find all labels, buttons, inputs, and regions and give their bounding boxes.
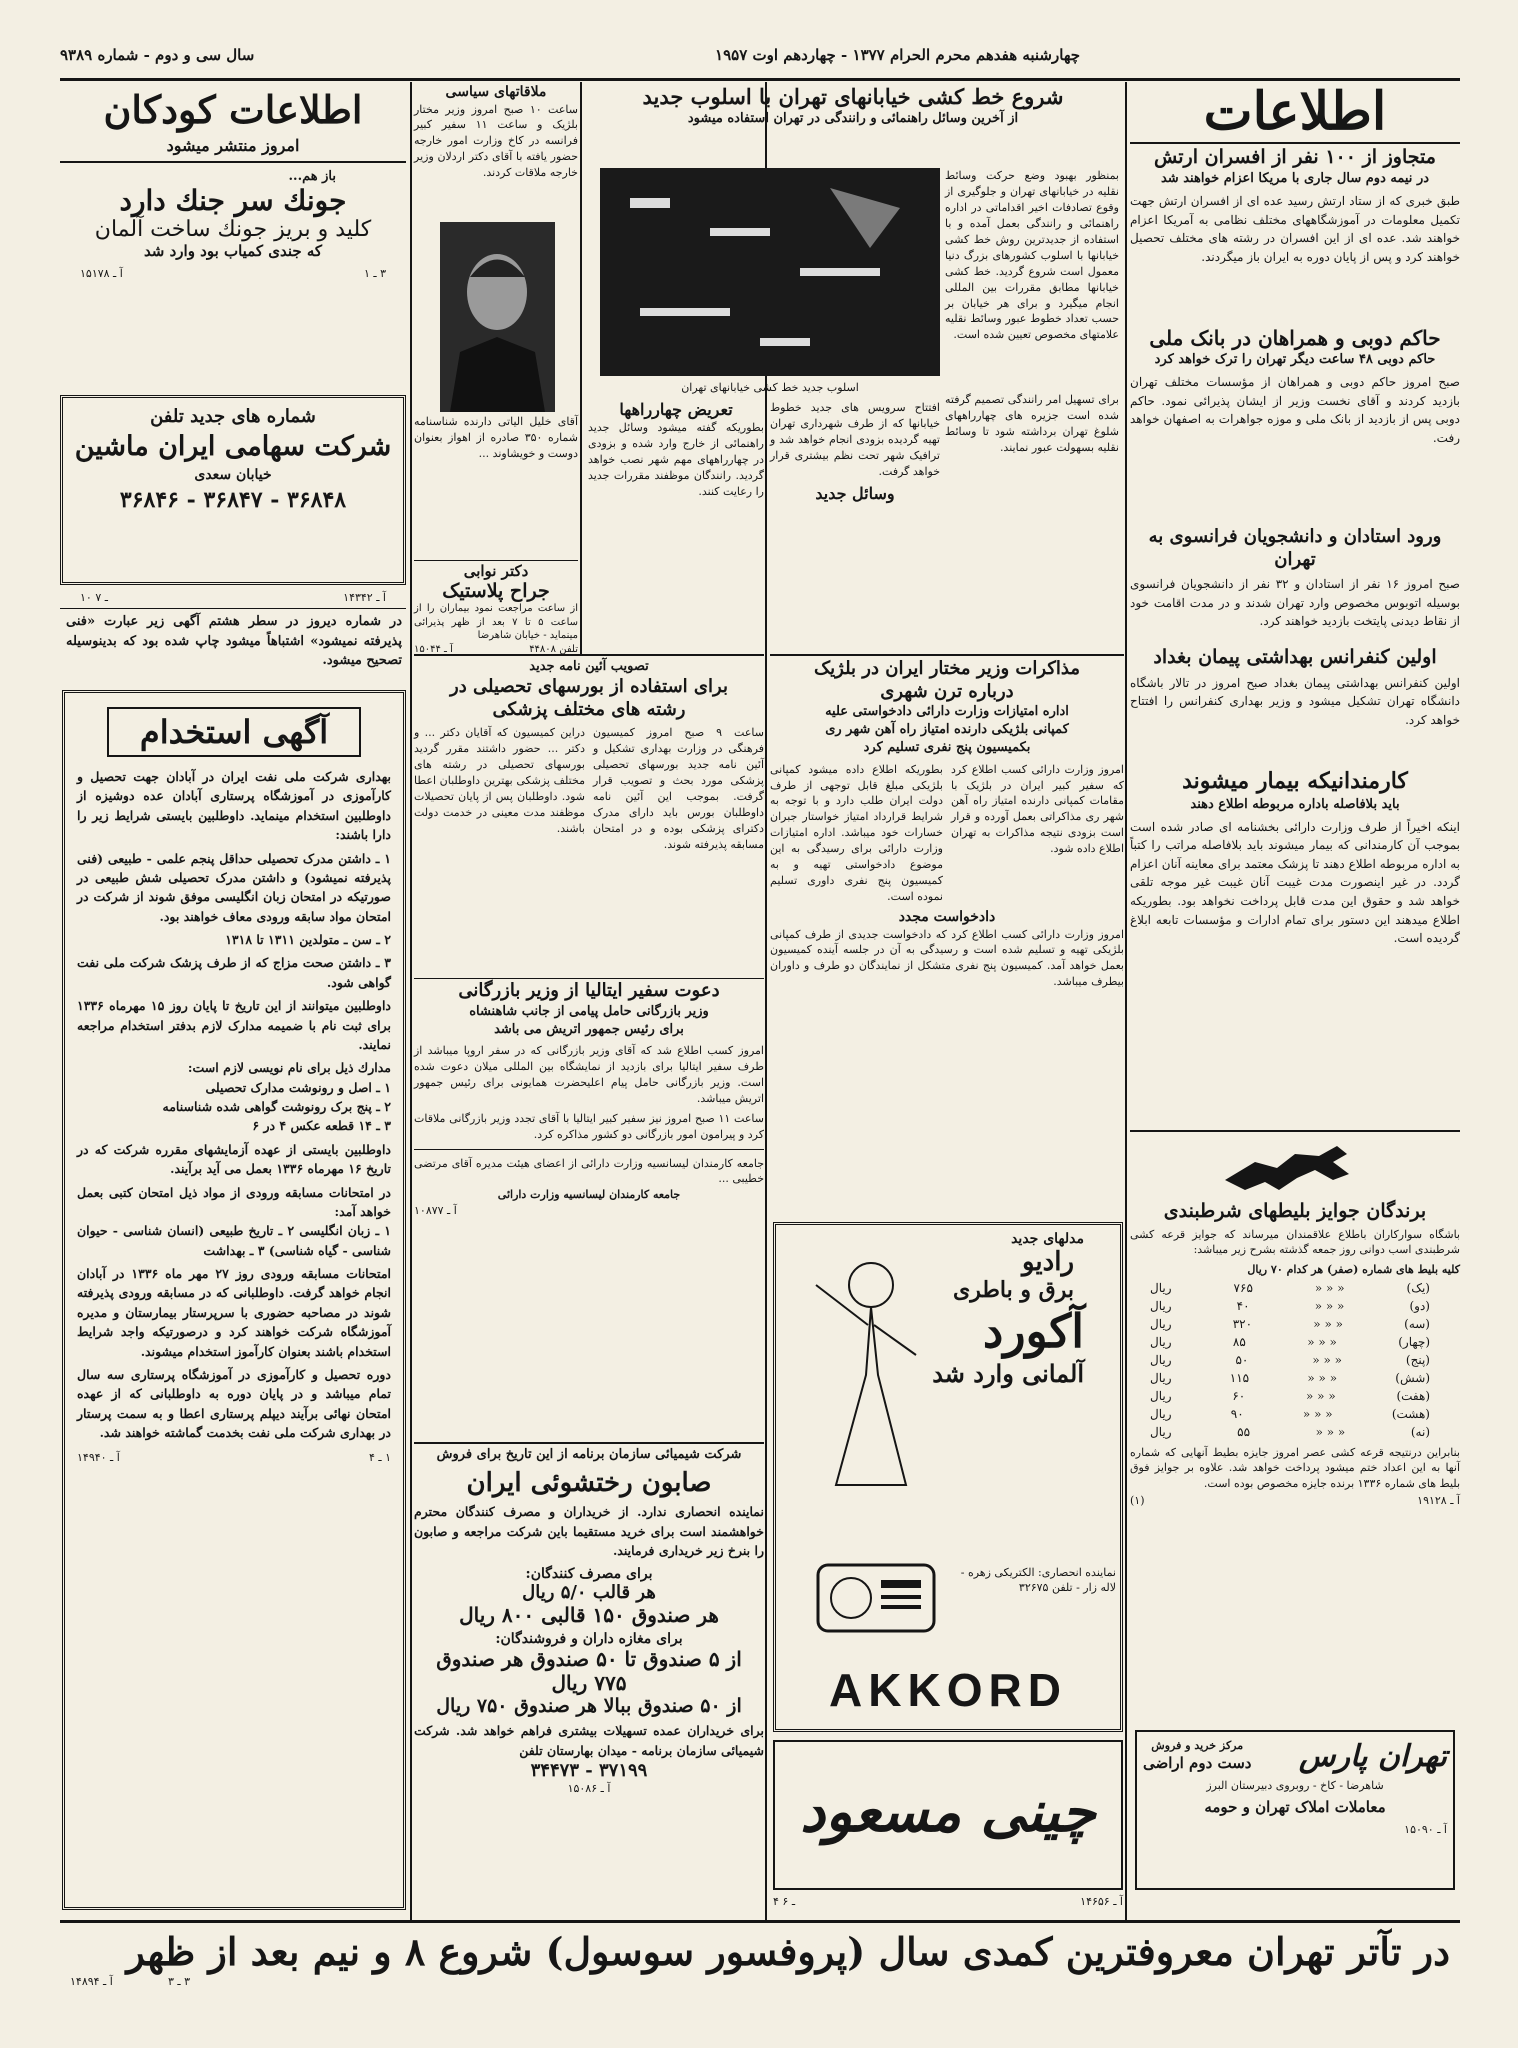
machine-code-r: آ ـ ۱۴۳۴۲ [343,591,386,604]
prize-value: ۵۰ [1235,1352,1249,1367]
prize-dots: « « « [1313,1316,1343,1331]
prize-value: ۴۰ [1236,1298,1250,1313]
belgium-sub3: بکمیسیون پنج نفری تسلیم کرد [863,740,1031,756]
employment-title: آگهی استخدام [107,707,361,757]
employment-p12: ۱ ـ زبان انگلیسی ۲ ـ تاریخ طبیعی (انسان شناسی - حیوان شناسی - گیاه شناسی) ۳ ـ بهداشت [77,1223,391,1258]
prize-unit: ریال [1150,1280,1172,1295]
footer-code-r: آ ـ ۱۴۸۹۴ [70,1975,113,1988]
tehranpars-l3: شاهرضا - کاخ - روبروی دبیرستان البرز [1206,1779,1384,1793]
belgium-sub1: اداره امتیازات وزارت دارائی دادخواستی علیه [825,704,1069,719]
story-officers-sub: در نیمه دوم سال جاری با مریکا اعزام خواهند شد [1160,170,1430,186]
soap-h1: برای مصرف کنندگان: [525,1566,653,1583]
kids-title: اطلاعات کودکان [103,87,363,132]
footer-code-l: ۳ ـ ۳ [167,1975,190,1988]
year-issue: سال سی و دوم - شماره ۹۳۸۹ [60,46,255,64]
ad-kids-magazine [60,84,406,384]
belgium-title2: درباره ترن شهری [880,680,1014,702]
lining-col-a [945,392,1119,650]
soap-h2: برای مغازه داران و فروشندگان: [495,1631,683,1648]
employment-p7: ۱ ـ اصل و رونوشت مدارک تحصیلی [205,1079,391,1095]
prize-value: ۱۱۵ [1229,1370,1250,1385]
machine-phones: ۳۶۸۴۸ - ۳۶۸۴۷ - ۳۶۸۴۶ [119,487,347,513]
ad-dr-navabi [414,562,579,655]
navabi-phone: تلفن ۴۴۸۰۸ [529,643,578,655]
prize-value: ۷۶۵ [1233,1280,1253,1295]
story-dubai-sub: حاکم دوبی ۴۸ ساعت دیگر تهران را ترک خواهد کرد [1154,352,1436,367]
story-racing-prizes [1130,1200,1460,1700]
story-sick-sub: باید بلافاصله باداره مربوطه اطلاع دهند [1190,796,1400,812]
employment-p4: ۳ ـ داشتن صحت مزاج که از طرف پزشک شرکت ملی نفت گواهی شود. [77,955,391,990]
akkord-top: مدلهای جدید [1011,1231,1084,1247]
horse-racing-icon [1215,1140,1375,1196]
story-officers [1130,146,1460,326]
navabi-body: از ساعت مراجعت نمود بیماران را از ساعت ۵ تا ۷ بعد از ظهر پذیرائی مینماید - خیابان شاهرضا [414,603,579,641]
machine-code-l: ۱۰ ـ ۷ [80,591,108,604]
story-french [1130,526,1460,646]
soap-p2: هر صندوق ۱۵۰ قالبی ۸۰۰ ریال [459,1603,719,1628]
masthead [1130,82,1460,142]
kids-line2: جونك سر جنك دارد [119,184,347,217]
prize-row [1150,1351,1430,1369]
kids-sub: امروز منتشر میشود [166,136,300,155]
akkord-brand-en: AKKORD [829,1664,1067,1716]
prize-value: ۹۰ [1230,1406,1244,1421]
lining-sub: از آخرین وسائل راهنمائی و رانندگی در تهران استفاده میشود [687,111,1019,127]
italy-sub2: برای رئیس جمهور اتریش می باشد [494,1021,684,1037]
bourse-body-l: دراین کمیسیون که آقایان دکتر ... و دکتر ... حضور داشتند مقرر گردید بورسهای تحصیلی در رشته های مختلف پزشکی بهترین داوطلبان اعطا شود. داوطلبان پس از پایان تحصیلات موظفند مدت معینی در خدمت دولت باشند. [414,726,585,835]
prize-row [1150,1297,1430,1315]
employment-ad [62,690,406,1910]
employment-p6: مدارك ذیل برای نام نویسی لازم است: [187,1060,391,1076]
bourse-title1: تصویب آئین نامه جدید [529,659,649,674]
story-sick-body: اینکه اخیراً از طرف وزارت دارائی بخشنامه ای صادر شده است بموجب آن کارمندانی که بیمار میشوند باید بلافاصله مراتب را کتباً به اداره مربوطه اطلاع دهند تا پزشک معتمد برای معاینه آنان اعزام گردد. در غیر اینصورت مدت غیبت آنان غیبت غیر موجه تلقی خواهد شد و حقوق این مدت قابل پرداخت نخواهد بود. بطوریکه اطلاع میدهند این دستور برای تمام ادارات و مؤسسات تابعه ابلاغ گردیده است. [1130,819,1460,946]
prize-value: ۳۲۰ [1232,1316,1253,1331]
tehranpars-l4: معاملات املاک تهران و حومه [1204,1797,1386,1816]
prize-row [1150,1405,1430,1423]
footer-banner [60,1924,1460,2002]
bourse-title3: رشته های مختلف پزشکی [492,698,686,720]
masood-codes [773,1894,1123,1909]
ad-masood-china [773,1740,1123,1890]
lining-body-left: بطوریکه گفته میشود وسائل جدید راهنمائی از خارج وارد شده و بزودی در چهارراههای مهم شهر نصب خواهد گردید. رانندگان موظفند مقررات جدید را رعایت کنند. [588,421,764,498]
tehranpars-code: آ ـ ۱۵۰۹۰ [1404,1822,1447,1836]
employment-p14: دوره تحصیل و کارآموزی در آموزشگاه پرستاری سه سال تمام میباشد و در پایان دوره به داوطلبانی که از عهده امتحان نهائی برآیند دیپلم پرستاری اعطا و به سمت پرستار در بهداری شرکت ملی نفت بخدمت گماشته خواهند شد. [77,1366,391,1440]
prize-dots: « « « [1307,1370,1338,1385]
story-baghdad [1130,646,1460,766]
ad-iran-machine [60,395,406,585]
italy-sub1: وزیر بازرگانی حامل پیامی از جانب شاهنشاه [469,1003,709,1019]
political-title: ملاقاتهای سیاسی [445,84,547,100]
prize-dots: « « « [1314,1298,1345,1313]
story-belgium [770,658,1124,1218]
prize-number: (نه) [1410,1424,1430,1439]
racing-code: آ ـ ۱۹۱۲۸ [1417,1494,1460,1508]
kids-code-l: ۳ ـ ۱ [363,267,386,280]
racing-tag: (۱) [1130,1494,1145,1508]
prize-number: (سه) [1404,1316,1430,1331]
italy-title1: دعوت سفیر ایتالیا از وزیر بازرگانی [458,980,720,1001]
soap-code: آ ـ ۱۵۰۸۶ [567,1782,611,1796]
navabi-title: دکتر نوابی [463,562,529,580]
employment-p13: امتحانات مسابقه ورودی روز ۲۷ مهر ماه ۱۳۳۶ در آبادان انجام خواهد گرفت. داوطلبانی که در مسابقه ورودی پذیرفته شوند در مصاحبه حضوری با سرپرستار بیمارستان و مدیره آموزشگاه شرکت خواهند کرد و درصورتیکه واجد شرایط استخدام باشند بعنوان کارآموز استخدام میشوند. [77,1266,391,1359]
employment-p11: در امتحانات مسابقه ورودی از مواد ذیل امتحان کتبی بعمل خواهد آمد: [77,1184,391,1219]
employment-p10: داوطلبین بایستی از عهده آزمایشهای مقرره شرکت که در تاریخ ۱۶ مهرماه ۱۳۳۶ بعمل می آید برآیند. [77,1141,391,1177]
kids-line3: کلید و بریز جونك ساخت آلمان [94,217,372,242]
prize-value: ۸۵ [1232,1334,1246,1349]
story-political-meetings [414,84,578,224]
akkord-l1: رادیو [1021,1247,1074,1277]
masthead-title: اطلاعات [1203,81,1387,142]
bourse-body-r: ساعت ۹ صبح امروز کمیسیون فرهنگی در وزارت بهداری تشکیل و آئین نامه جدید بورسهای تحصیلی پزشکی مورد بحث و تصویب قرار گرفت. بموجب این آئین نامه داوطلبان بورس باید دارای مدرک دکترای پزشکی بوده و در امتحان مسابقه پذیرفته شوند. [593,726,764,851]
lining-body-mid2: برای تسهیل امر رانندگی تصمیم گرفته شده است جزیره های چهارراههای شلوغ تهران برداشته شود تا وسائط نقلیه بسهولت عبور نمایند. [945,393,1119,454]
belgium-sub4: دادخواست مجدد [898,909,996,925]
belgium-body-l: بطوریکه اطلاع داده میشود کمپانی بلژیکی مبلغ قابل توجهی از طرف دولت ایران طلب دارد و با توجه به شرایط قرارداد امتیاز خواستار جبران خسارات خود میباشد. اداره امتیازات وزارت دارائی برای رسیدگی به این موضوع دادخواستی تهیه و به کمیسیون پنج نفری داوری تسلیم نموده است. [770,762,943,904]
italy-body2: ساعت ۱۱ صبح امروز نیز سفیر کبیر ایتالیا با آقای تجدد وزیر بازرگانی ملاقات کرد و پیرامون امور بازرگانی دو کشور مذاکره کرد. [414,1111,764,1141]
soap-intro: شرکت شیمیائی سازمان برنامه از این تاریخ برای فروش [436,1447,742,1462]
lining-col-b [770,400,940,650]
akkord-l3: آلمانی وارد شد [932,1359,1084,1388]
radio-icon [816,1555,936,1635]
tehranpars-title: تهران پارس [1298,1738,1447,1774]
employment-code-l: ۱ ـ ۴ [368,1451,391,1465]
italy-notice-code: آ ـ ۱۰۸۷۷ [414,1203,457,1217]
story-officers-body: طبق خبری که از ستاد ارتش رسید عده ای از افسران ارتش جهت تکمیل معلومات در آموزشگاههای مختلف نظامی به آمریکا اعزام خواهند شد. عده ای از این افسران در رشته های مختلف تحصیل خواهند کرد و پس از پایان دوره به ایران باز میگردند. [1130,193,1460,264]
prize-unit: ریال [1150,1334,1172,1349]
belgium-title1: مذاکرات وزیر مختار ایران در بلژیک [814,658,1080,679]
prize-unit: ریال [1150,1352,1172,1367]
story-italy [414,980,764,1360]
prize-row [1150,1369,1430,1387]
kids-code-r: آ ـ ۱۵۱۷۸ [80,267,123,280]
racing-outro: بنابراین درنتیجه قرعه کشی عصر امروز جایزه بطیط آنهایی که شماره آنها به این اعداد ختم میشود پرداخت خواهد شد. علاوه بر جوایز فوق بلیط های شماره ۱۳۳۶ برنده جایزه مخصوص بوده است. [1130,1445,1460,1490]
machine-t1: شماره های جدید تلفن [150,406,316,427]
belgium-sub2: کمپانی بلژیکی دارنده امتیاز راه آهن شهر ری [825,722,1069,738]
employment-p2: ۱ ـ داشتن مدرک تحصیلی حداقل پنجم علمی - طبیعی (فنی پذیرفته نمیشود) و داشتن مدرک تحصیلی شش طبیعی در صورتیکه در امتحان زبان انگلیسی موفق شوند از شرکت در امتحان مواد سابقه ورودی معاف خواهند بود. [77,850,391,924]
tehranpars-l2: دست دوم اراضی [1143,1754,1252,1773]
lining-body-mid: افتتاح سرویس های جدید خطوط خیابانها که از طرف شهرداری تهران تهیه گردیده بزودی انجام خواهد شد و ترافیک شهر تحت نظم بیشتری قرار خواهد گرفت. [770,401,940,478]
machine-codes [60,590,406,605]
prize-dots: « « « [1306,1388,1336,1403]
ad-akkord-radio [773,1222,1123,1732]
story-dubai-title: حاکم دوبی و همراهان در بانک ملی [1149,326,1441,350]
story-baghdad-title: اولین کنفرانس بهداشتی پیمان بغداد [1153,646,1437,668]
racing-table-head: کلیه بلیط های شماره (صفر) هر کدام ۷۰ ریال [1247,1262,1460,1276]
prize-unit: ریال [1150,1370,1172,1385]
lining-body-right: بمنظور بهبود وضع حرکت وسائط نقلیه در خیابانهای تهران و جلوگیری از وقوع تصادفات اخیر اقداماتی در اداره راهنمائی و رانندگی بعمل آمده و با استفاده از جدیدترین روش خط کشی خیابانها با اسلوب کشورهای بزرگ دنیا معمول است شروع گردید. خط کشی خیابانها مطابق مقررات بین المللی انجام میگیرد و برای هر خیابان بر حسب تعداد خطوط عبور وسائط نقلیه علامتهای مخصوص تعیین شده است. [945,169,1119,342]
employment-p3: ۲ ـ سن ـ متولدین ۱۳۱۱ تا ۱۳۱۸ [225,932,391,947]
italy-body: امروز کسب اطلاع شد که آقای وزیر بازرگانی که در سفر اروپا میباشد از طرف سفیر ایتالیا برای بازدید از نمایشگاه بین المللی میلان دعوت شده است. وزیر بازرگانی حامل پیام اعلیحضرت همایونی برای رئیس جمهور اتریش میباشد. [414,1043,764,1105]
political-body: ساعت ۱۰ صبح امروز وزیر مختار بلژیک و ساعت ۱۱ سفیر کبیر فرانسه در کاخ وزارت امور خارجه حضور یافته با آقای دکتر اردلان وزیر خارجه ملاقات کردند. [414,102,578,180]
machine-t2: شرکت سهامی ایران ماشین [74,431,392,462]
racing-title: برندگان جوایز بلیطهای شرطبندی [1163,1200,1427,1222]
story-sick-title: کارمندانیکه بیمار میشوند [1182,768,1408,794]
employment-p1: بهداری شرکت ملی نفت ایران در آبادان جهت تحصیل و کارآموزی در آموزشگاه پرستاری آبادان عده دوشیزه از داوطلبین استخدام مینماید. داوطلبین بایستی شرایط زیر را دارا باشند: [77,769,391,843]
story-baghdad-body: اولین کنفرانس بهداشتی پیمان بغداد صبح امروز در تالار باشگاه دانشگاه تهران تشکیل میشود و وزیر بهداری کنفرانس را افتتاح خواهد کرد. [1130,675,1460,727]
prize-row [1150,1315,1430,1333]
story-dubai [1130,326,1460,526]
prize-unit: ریال [1150,1298,1172,1313]
prize-dots: « « « [1315,1424,1346,1439]
story-dubai-body: صبح امروز حاکم دوبی و همراهان از مؤسسات مختلف تهران بازدید کردند و آقای نخست وزیر از ایشان پذیرائی نمود. حاکم دوبی پس از بازدید از بانک ملی و موزه جواهرات به اصفهان خواهد رفت. [1130,375,1460,445]
tehranpars-l1: مرکز خرید و فروش [1151,1739,1244,1752]
prize-number: (دو) [1409,1298,1430,1313]
prize-number: (چهار) [1398,1334,1430,1349]
soap-p3: از ۵ صندوق تا ۵۰ صندوق هر صندوق [436,1647,742,1672]
story-officers-title: متجاوز از ۱۰۰ نفر از افسران ارتش [1154,146,1436,168]
prize-dots: « « « [1314,1280,1345,1295]
soap-phone: ۳۷۱۹۹ - ۳۴۴۷۳ [530,1760,648,1782]
bourse-title2: برای استفاده از بورسهای تحصیلی در [450,676,728,698]
racing-intro: باشگاه سوارکاران باطلاع علاقمندان میرساند که جوایز قرعه کشی شرطبندی اسب دوانی روز جمعه گذشته بشرح زیر میباشد: [1130,1227,1460,1257]
prize-unit: ریال [1150,1406,1172,1421]
soap-title: صابون رختشوئی ایران [466,1468,712,1499]
prize-dots: « « « [1302,1406,1333,1421]
prize-unit: ریال [1150,1424,1172,1439]
prize-unit: ریال [1150,1316,1172,1331]
masood-brand: چینی مسعود [800,1779,1096,1845]
street-lining-photo [600,168,940,376]
street-lining-caption: اسلوب جدید خط کشی خیابانهای تهران [681,381,859,394]
prize-number: (هفت) [1396,1388,1430,1403]
story-french-body: صبح امروز ۱۶ نفر از استادان و ۳۲ نفر از دانشجویان فرانسوی بوسیله اتوبوس مخصوص وارد تهران شدند و در مدت اقامت خود از نقاط دیدنی پایتخت بازدید خواهند کرد. [1130,577,1460,629]
akkord-l2: برق و باطری [953,1277,1074,1303]
prize-value: ۶۰ [1232,1388,1246,1403]
prize-unit: ریال [1150,1388,1172,1403]
employment-p9: ۳ ـ ۱۴ قطعه عکس ۴ در ۶ [252,1118,391,1134]
ad-soap [414,1446,764,1916]
lining-col-c [588,400,764,650]
footer-banner-text: در تآتر تهران معروفترین کمدی سال (پروفسور سوسول) شروع ۸ و نیم بعد از ظهر [126,1929,1450,1974]
prize-number: (شش) [1395,1370,1430,1385]
lining-sub3: وسائل جدید [815,483,895,503]
racing-prize-table [1130,1279,1460,1441]
navabi-code: آ ـ ۱۵۰۴۴ [414,643,453,655]
kids-line1: باز هم... [288,169,336,184]
portrait-photo [440,222,555,412]
soap-body: نماینده انحصاری ندارد. از خریداران و مصرف کنندگان محترم خواهشمند است برای خرید مستقیما باین شرکت مراجعه و صابون را بنرخ زیر خریداری فرمایند. [414,1504,764,1558]
soap-outro: برای خریداران عمده تسهیلات بیشتری فراهم خواهد شد. شرکت شیمیائی سازمان برنامه - میدان بهارستان تلفن [414,1723,764,1758]
prize-row [1150,1279,1430,1297]
employment-p5: داوطلبین میتوانند از این تاریخ تا پایان روز ۱۵ مهرماه ۱۳۳۶ برای ثبت نام با ضمیمه مدارک لازم بدفتر استخدام مراجعه نمایند. [77,998,391,1052]
belgium-body-bottom: امروز وزارت دارائی کسب اطلاع کرد که دادخواست جدیدی از طرف کمپانی بلژیکی تهیه و تسلیم شده است و رسیدگی به آن در جلسه آینده کمیسیون بعمل خواهد آمد. کمیسیون پنج نفری متشکل از نمایندگان دو طرف و داوران بیطرف میباشد. [770,927,1124,989]
prize-value: ۵۵ [1237,1424,1251,1439]
kids-line4: که جندی کمیاب بود وارد شد [143,242,323,260]
masood-code: ۴ ـ ۶ [773,1895,796,1908]
italy-notice-sig: جامعه کارمندان لیسانسیه وزارت دارائی [497,1188,681,1202]
prize-number: (هشت) [1391,1406,1430,1421]
issue-dateline [60,38,1460,78]
date-line: چهارشنبه هفدهم محرم الحرام ۱۳۷۷ - چهاردهم اوت ۱۹۵۷ [715,46,1080,64]
soap-p4: ۷۷۵ ریال [551,1671,627,1696]
ad-tehran-pars [1135,1730,1455,1890]
soap-p5: از ۵۰ صندوق ببالا هر صندوق ۷۵۰ ریال [436,1695,742,1718]
story-bourse [414,658,764,978]
woman-illustration [796,1245,946,1495]
italy-notice: جامعه کارمندان لیسانسیه وزارت دارائی از اعضای هیئت مدیره آقای مرتضی خطیبی ... [414,1156,764,1186]
prize-dots: « « « [1312,1352,1342,1367]
lining-headline: شروع خط کشی خیابانهای تهران با اسلوب جدید [642,84,1064,109]
story-french-title: ورود استادان و دانشجویان فرانسوی به تهران [1148,526,1442,570]
prize-row [1150,1423,1430,1441]
belgium-body-r: امروز وزارت دارائی کسب اطلاع کرد که سفیر کبیر ایران در بلژیک با مقامات کمپانی دارنده امتیاز راه آهن شهر ری مذاکراتی بعمل آورده و قرار است بزودی نتیجه مذاکرات به تهران اطلاع داده شود. [951,762,1124,856]
employment-code-r: آ ـ ۱۴۹۴۰ [77,1451,120,1465]
prize-row [1150,1333,1430,1351]
portrait-caption: آقای خلیل الیاتی دارنده شناسنامه شماره ۳۵۰ صادره از اهواز بعنوان دوست و خویشاوند ... [414,415,579,460]
prize-dots: « « « [1307,1334,1337,1349]
prize-number: (یک) [1406,1280,1430,1295]
employment-p8: ۲ ـ پنج برک رونوشت گواهی شده شناسنامه [162,1099,391,1114]
prize-number: (پنج) [1405,1352,1430,1367]
soap-p1: هر قالب ۵/۰ ریال [522,1582,656,1604]
akkord-small: نماینده انحصاری: الکتریکی زهره - لاله زار - تلفن ۳۲۶۷۵ [960,1566,1116,1595]
correction-notice: در شماره دیروز در سطر هشتم آگهی زیر عبارت «فنی پذیرفته نمیشود» اشتباهاً میشود چاپ شده بود که بدینوسیله تصحیح میشود. [66,614,402,668]
prize-row [1150,1387,1430,1405]
navabi-sub: جراح پلاستیک [442,580,550,602]
machine-t3: خیابان سعدی [194,467,272,483]
lining-sub2: تعریض چهارراهها [619,400,733,419]
akkord-code: آ ـ ۱۴۶۵۶ [1080,1895,1123,1908]
akkord-brand-fa: آکورد [982,1304,1084,1358]
story-sick-employees [1130,768,1460,1148]
